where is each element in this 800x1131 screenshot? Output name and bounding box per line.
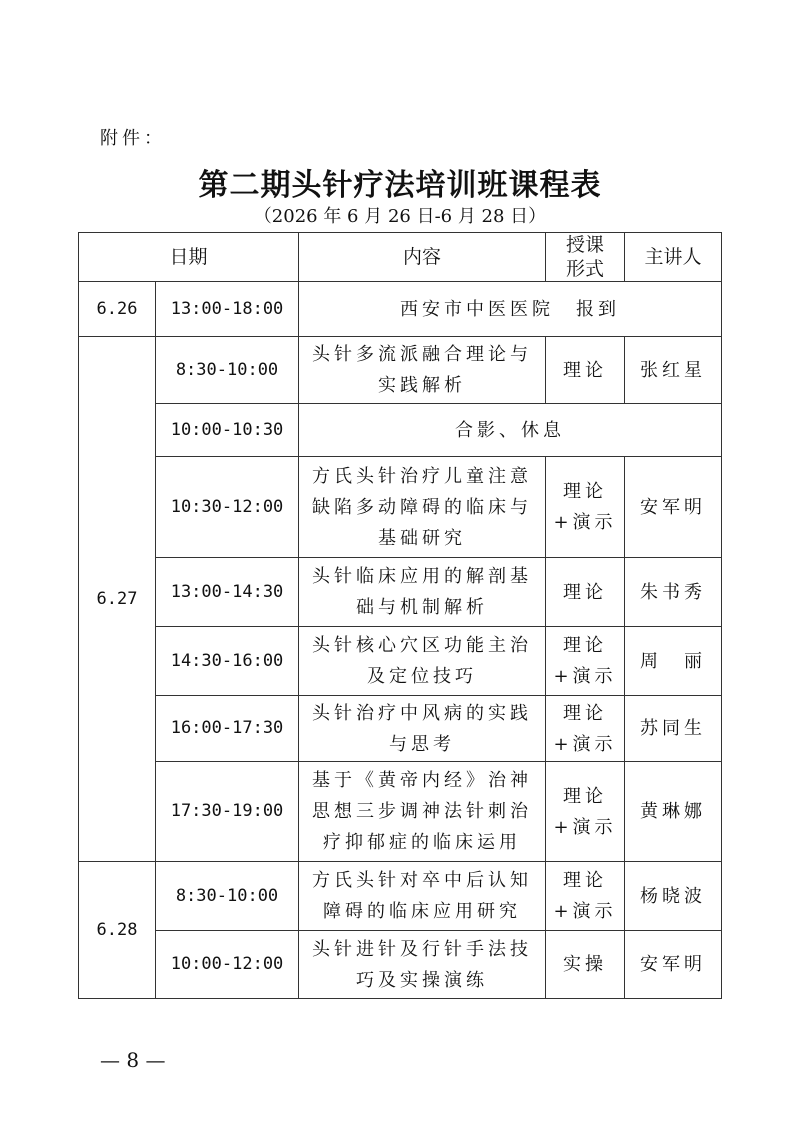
table-row [79, 627, 722, 696]
speaker-cell: 杨晓波 [625, 862, 722, 931]
time-cell: 8:30-10:00 [156, 862, 299, 931]
date-range-subtitle: （2026 年 6 月 26 日-6 月 28 日） [253, 206, 547, 227]
content-cell: 基于《黄帝内经》治神思想三步调神法针刺治疗抑郁症的临床运用 [299, 762, 546, 862]
speaker-cell: 朱书秀 [625, 558, 722, 627]
content-cell: 头针临床应用的解剖基础与机制解析 [299, 558, 546, 627]
content-cell: 方氏头针对卒中后认知障碍的临床应用研究 [299, 862, 546, 931]
header-format: 授课形式 [546, 233, 625, 282]
table-row [79, 696, 722, 762]
date-cell: 6.26 [79, 282, 156, 337]
page-number: — 8 — [100, 1048, 166, 1072]
content-cell: 头针核心穴区功能主治及定位技巧 [299, 627, 546, 696]
speaker-cell: 安军明 [625, 457, 722, 558]
speaker-cell: 苏同生 [625, 696, 722, 762]
content-cell: 合影、休息 [299, 404, 722, 457]
time-cell: 10:30-12:00 [156, 457, 299, 558]
time-cell: 10:00-10:30 [156, 404, 299, 457]
format-cell: 实操 [546, 931, 625, 999]
speaker-cell: 周 丽 [625, 627, 722, 696]
table-row [79, 931, 722, 999]
content-cell: 头针进针及行针手法技巧及实操演练 [299, 931, 546, 999]
format-cell: 理论 [546, 337, 625, 404]
time-cell: 8:30-10:00 [156, 337, 299, 404]
time-cell: 17:30-19:00 [156, 762, 299, 862]
format-cell: 理论+演示 [546, 627, 625, 696]
table-row [79, 457, 722, 558]
time-cell: 14:30-16:00 [156, 627, 299, 696]
format-cell: 理论 [546, 558, 625, 627]
format-cell: 理论+演示 [546, 696, 625, 762]
content-cell: 头针治疗中风病的实践与思考 [299, 696, 546, 762]
attachment-label: 附件： [100, 128, 166, 149]
header-date: 日期 [79, 233, 299, 282]
date-cell: 6.28 [79, 862, 156, 999]
time-cell: 13:00-18:00 [156, 282, 299, 337]
speaker-cell: 张红星 [625, 337, 722, 404]
time-cell: 13:00-14:30 [156, 558, 299, 627]
document-title: 第二期头针疗法培训班课程表 [198, 168, 602, 203]
table-row [79, 862, 722, 931]
time-cell: 16:00-17:30 [156, 696, 299, 762]
speaker-cell: 安军明 [625, 931, 722, 999]
speaker-cell: 黄琳娜 [625, 762, 722, 862]
header-content: 内容 [299, 233, 546, 282]
table-row [79, 558, 722, 627]
schedule-table [78, 232, 722, 999]
header-row [79, 233, 722, 282]
table-row [79, 762, 722, 862]
format-cell: 理论+演示 [546, 862, 625, 931]
content-cell: 西安市中医医院 报到 [299, 282, 722, 337]
table-row [79, 404, 722, 457]
format-cell: 理论+演示 [546, 762, 625, 862]
table-row [79, 337, 722, 404]
date-cell: 6.27 [79, 337, 156, 862]
header-speaker: 主讲人 [625, 233, 722, 282]
content-cell: 头针多流派融合理论与实践解析 [299, 337, 546, 404]
time-cell: 10:00-12:00 [156, 931, 299, 999]
content-cell: 方氏头针治疗儿童注意缺陷多动障碍的临床与基础研究 [299, 457, 546, 558]
format-cell: 理论+演示 [546, 457, 625, 558]
table-row [79, 282, 722, 337]
